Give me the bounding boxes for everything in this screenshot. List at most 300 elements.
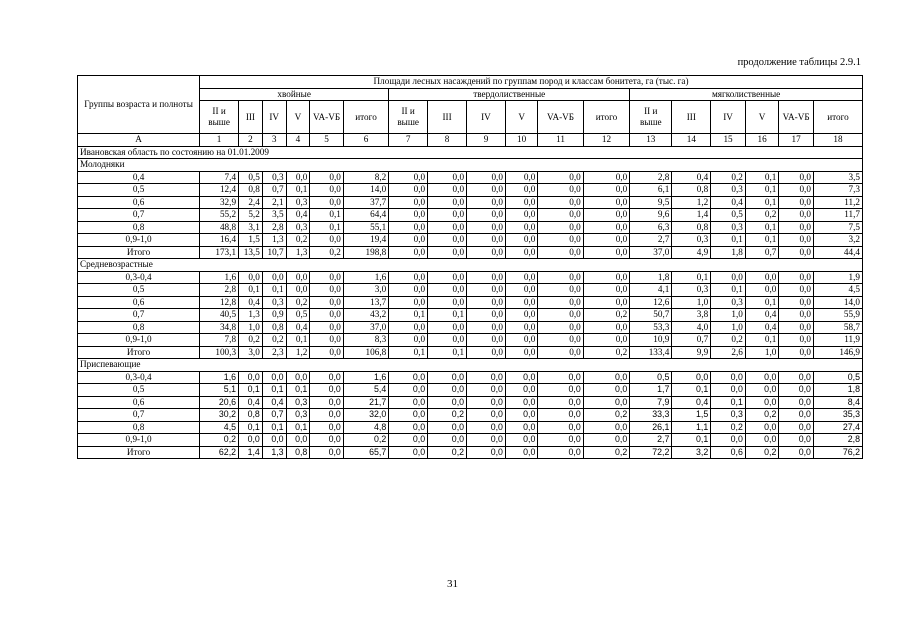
data-cell: 0,0 [389, 434, 428, 447]
data-cell: 0,0 [538, 196, 583, 209]
data-cell: 0,0 [389, 271, 428, 284]
data-cell: 0,0 [389, 234, 428, 247]
data-cell: 0,3 [262, 296, 286, 309]
data-cell: 1,3 [286, 246, 310, 259]
column-number: 12 [583, 134, 629, 147]
data-cell: 2,7 [630, 234, 672, 247]
data-cell: 0,2 [583, 346, 629, 359]
data-cell: 0,3 [672, 284, 711, 297]
data-cell: 40,5 [200, 309, 239, 322]
data-cell: 0,2 [583, 446, 629, 459]
group-header: мягколиственные [630, 88, 863, 101]
data-cell: 0,3 [286, 196, 310, 209]
data-cell: 0,0 [467, 284, 506, 297]
data-cell: 0,4 [745, 309, 779, 322]
data-cell: 0,1 [672, 384, 711, 397]
data-cell: 0,0 [428, 371, 467, 384]
data-cell: 0,0 [310, 421, 344, 434]
data-cell: 0,0 [538, 284, 583, 297]
column-number: 18 [813, 134, 862, 147]
data-cell: 4,5 [813, 284, 862, 297]
data-cell: 0,0 [389, 296, 428, 309]
subcolumn-header: III [428, 101, 467, 134]
row-label: 0,7 [78, 209, 200, 222]
data-cell: 0,0 [310, 284, 344, 297]
data-cell: 0,0 [779, 396, 814, 409]
data-cell: 2,3 [262, 346, 286, 359]
data-cell: 0,1 [745, 171, 779, 184]
row-label: 0,8 [78, 421, 200, 434]
data-cell: 0,1 [262, 284, 286, 297]
data-cell: 14,0 [343, 184, 388, 197]
data-cell: 0,1 [286, 421, 310, 434]
data-cell: 33,3 [630, 409, 672, 422]
table-row [78, 309, 863, 322]
subcolumn-header: VA-VБ [538, 101, 583, 134]
data-cell: 0,1 [239, 421, 263, 434]
data-cell: 0,4 [239, 296, 263, 309]
data-cell: 0,0 [779, 446, 814, 459]
data-cell: 7,9 [630, 396, 672, 409]
data-cell: 0,0 [389, 284, 428, 297]
data-cell: 2,8 [813, 434, 862, 447]
row-label: 0,9-1,0 [78, 234, 200, 247]
data-cell: 2,8 [630, 171, 672, 184]
data-cell: 0,4 [672, 396, 711, 409]
data-cell: 0,0 [286, 434, 310, 447]
data-cell: 2,6 [711, 346, 746, 359]
data-cell: 0,1 [711, 234, 746, 247]
row-label: 0,7 [78, 309, 200, 322]
data-cell: 1,0 [239, 321, 263, 334]
column-number: 10 [505, 134, 537, 147]
data-cell: 0,0 [538, 234, 583, 247]
table-row [78, 434, 863, 447]
data-cell: 37,7 [343, 196, 388, 209]
data-cell: 0,7 [745, 246, 779, 259]
data-cell: 0,1 [389, 309, 428, 322]
data-cell: 100,3 [200, 346, 239, 359]
subcolumn-header: итого [583, 101, 629, 134]
data-cell: 0,0 [262, 371, 286, 384]
data-cell: 0,0 [538, 421, 583, 434]
data-cell: 1,2 [672, 196, 711, 209]
data-cell: 0,1 [745, 296, 779, 309]
data-cell: 0,0 [779, 196, 814, 209]
data-cell: 0,3 [711, 184, 746, 197]
data-cell: 1,7 [630, 384, 672, 397]
data-cell: 0,0 [310, 184, 344, 197]
data-cell: 0,8 [672, 221, 711, 234]
data-cell: 0,0 [711, 384, 746, 397]
data-cell: 0,0 [583, 209, 629, 222]
data-cell: 0,0 [745, 396, 779, 409]
data-cell: 0,1 [745, 196, 779, 209]
data-cell: 37,0 [343, 321, 388, 334]
data-cell: 0,1 [310, 209, 344, 222]
data-cell: 37,0 [630, 246, 672, 259]
data-cell: 0,0 [310, 234, 344, 247]
data-cell: 0,0 [428, 284, 467, 297]
data-cell: 3,5 [262, 209, 286, 222]
data-cell: 0,0 [538, 184, 583, 197]
data-cell: 55,9 [813, 309, 862, 322]
data-cell: 4,1 [630, 284, 672, 297]
data-cell: 0,1 [428, 346, 467, 359]
data-cell: 0,0 [583, 221, 629, 234]
column-number: 3 [262, 134, 286, 147]
data-cell: 0,0 [428, 209, 467, 222]
column-number: 15 [711, 134, 746, 147]
data-cell: 0,0 [538, 434, 583, 447]
data-cell: 173,1 [200, 246, 239, 259]
data-cell: 0,0 [467, 221, 506, 234]
data-cell: 13,7 [343, 296, 388, 309]
data-cell: 0,0 [779, 421, 814, 434]
data-cell: 50,7 [630, 309, 672, 322]
data-cell: 0,0 [310, 409, 344, 422]
data-cell: 0,0 [389, 184, 428, 197]
data-cell: 0,0 [310, 271, 344, 284]
data-cell: 106,8 [343, 346, 388, 359]
data-cell: 0,1 [239, 284, 263, 297]
subcolumn-header: V [505, 101, 537, 134]
data-cell: 0,0 [428, 396, 467, 409]
data-cell: 0,1 [262, 384, 286, 397]
data-cell: 0,0 [779, 371, 814, 384]
data-cell: 32,0 [343, 409, 388, 422]
data-cell: 58,7 [813, 321, 862, 334]
data-cell: 0,0 [538, 334, 583, 347]
data-cell: 1,4 [672, 209, 711, 222]
row-label: 0,8 [78, 321, 200, 334]
section-title: Приспевающие [78, 359, 863, 372]
data-cell: 0,0 [505, 421, 537, 434]
data-cell: 0,0 [467, 209, 506, 222]
row-label: 0,3-0,4 [78, 371, 200, 384]
data-cell: 76,2 [813, 446, 862, 459]
data-cell: 0,0 [467, 421, 506, 434]
data-cell: 32,9 [200, 196, 239, 209]
data-cell: 0,0 [467, 234, 506, 247]
table-row [78, 296, 863, 309]
data-cell: 0,0 [505, 434, 537, 447]
data-cell: 0,5 [813, 371, 862, 384]
data-cell: 0,2 [711, 171, 746, 184]
subcolumn-header: V [745, 101, 779, 134]
data-cell: 0,0 [389, 246, 428, 259]
data-cell: 0,1 [745, 334, 779, 347]
data-cell: 21,7 [343, 396, 388, 409]
data-cell: 133,4 [630, 346, 672, 359]
data-cell: 0,0 [583, 334, 629, 347]
data-cell: 0,0 [779, 246, 814, 259]
data-cell: 0,1 [428, 309, 467, 322]
data-cell: 13,5 [239, 246, 263, 259]
column-number: 2 [239, 134, 263, 147]
data-cell: 0,1 [262, 421, 286, 434]
data-cell: 0,0 [467, 171, 506, 184]
data-cell: 0,0 [389, 371, 428, 384]
data-cell: 0,0 [779, 271, 814, 284]
data-cell: 0,0 [505, 446, 537, 459]
data-cell: 53,3 [630, 321, 672, 334]
data-cell: 5,4 [343, 384, 388, 397]
row-label: 0,6 [78, 196, 200, 209]
subcolumn-header: III [672, 101, 711, 134]
row-label: 0,7 [78, 409, 200, 422]
data-cell: 0,2 [286, 296, 310, 309]
column-number: 11 [538, 134, 583, 147]
data-cell: 0,0 [310, 196, 344, 209]
data-cell: 0,0 [389, 384, 428, 397]
data-cell: 0,0 [779, 284, 814, 297]
subcolumn-header: итого [813, 101, 862, 134]
data-cell: 0,0 [428, 296, 467, 309]
data-cell: 0,2 [745, 209, 779, 222]
data-cell: 34,8 [200, 321, 239, 334]
data-cell: 0,0 [310, 296, 344, 309]
row-label: Итого [78, 346, 200, 359]
data-cell: 0,0 [310, 309, 344, 322]
data-cell: 0,0 [779, 434, 814, 447]
data-cell: 3,1 [239, 221, 263, 234]
data-cell: 10,9 [630, 334, 672, 347]
data-cell: 1,2 [286, 346, 310, 359]
data-cell: 0,0 [745, 271, 779, 284]
data-cell: 0,0 [505, 184, 537, 197]
table-row [78, 184, 863, 197]
data-cell: 0,0 [505, 334, 537, 347]
data-cell: 0,0 [428, 171, 467, 184]
data-cell: 0,0 [711, 271, 746, 284]
data-cell: 0,0 [389, 196, 428, 209]
subcolumn-header: V [286, 101, 310, 134]
data-cell: 62,2 [200, 446, 239, 459]
data-cell: 0,0 [505, 246, 537, 259]
data-cell: 0,3 [286, 409, 310, 422]
data-cell: 4,5 [200, 421, 239, 434]
data-cell: 0,0 [262, 434, 286, 447]
table-row [78, 334, 863, 347]
data-cell: 0,4 [672, 171, 711, 184]
data-cell: 0,0 [467, 334, 506, 347]
row-label: 0,8 [78, 221, 200, 234]
data-cell: 0,0 [538, 409, 583, 422]
data-cell: 5,1 [200, 384, 239, 397]
data-cell: 0,0 [745, 384, 779, 397]
subcolumn-header: II и выше [630, 101, 672, 134]
data-cell: 0,2 [711, 334, 746, 347]
data-cell: 8,4 [813, 396, 862, 409]
data-cell: 0,0 [467, 309, 506, 322]
data-cell: 0,0 [583, 171, 629, 184]
data-cell: 0,0 [505, 346, 537, 359]
data-cell: 19,4 [343, 234, 388, 247]
data-cell: 6,1 [630, 184, 672, 197]
data-cell: 0,2 [343, 434, 388, 447]
data-cell: 0,7 [262, 409, 286, 422]
data-cell: 0,2 [745, 446, 779, 459]
data-cell: 0,2 [745, 409, 779, 422]
data-cell: 0,0 [389, 321, 428, 334]
data-cell: 44,4 [813, 246, 862, 259]
table-row [78, 284, 863, 297]
subcolumn-header: III [239, 101, 263, 134]
data-cell: 0,0 [745, 421, 779, 434]
data-cell: 2,1 [262, 196, 286, 209]
data-cell: 7,5 [813, 221, 862, 234]
data-cell: 0,0 [428, 421, 467, 434]
data-cell: 1,0 [745, 346, 779, 359]
row-group-header: Группы возраста и полноты [78, 76, 200, 134]
column-number: 14 [672, 134, 711, 147]
data-cell: 9,6 [630, 209, 672, 222]
data-cell: 0,0 [505, 221, 537, 234]
data-cell: 0,0 [583, 434, 629, 447]
data-cell: 1,8 [630, 271, 672, 284]
data-cell: 0,0 [583, 284, 629, 297]
data-cell: 1,6 [200, 271, 239, 284]
data-cell: 0,3 [286, 396, 310, 409]
data-cell: 0,0 [779, 171, 814, 184]
data-cell: 0,1 [745, 184, 779, 197]
data-cell: 1,4 [239, 446, 263, 459]
data-cell: 0,0 [538, 446, 583, 459]
data-cell: 0,0 [779, 209, 814, 222]
data-cell: 0,0 [538, 371, 583, 384]
data-cell: 0,4 [239, 396, 263, 409]
data-cell: 0,0 [672, 371, 711, 384]
data-cell: 0,3 [711, 221, 746, 234]
data-cell: 26,1 [630, 421, 672, 434]
subcolumn-header: II и выше [389, 101, 428, 134]
data-cell: 0,0 [467, 271, 506, 284]
data-cell: 0,2 [200, 434, 239, 447]
data-cell: 0,0 [428, 334, 467, 347]
data-cell: 0,0 [467, 296, 506, 309]
data-cell: 1,8 [711, 246, 746, 259]
data-cell: 0,0 [505, 396, 537, 409]
data-cell: 0,0 [505, 371, 537, 384]
subcolumn-header: II и выше [200, 101, 239, 134]
data-cell: 3,0 [343, 284, 388, 297]
data-cell: 0,0 [389, 221, 428, 234]
data-cell: 0,3 [672, 234, 711, 247]
subcolumn-header: IV [467, 101, 506, 134]
data-cell: 0,0 [467, 346, 506, 359]
data-cell: 0,0 [389, 421, 428, 434]
data-cell: 65,7 [343, 446, 388, 459]
data-cell: 0,2 [711, 421, 746, 434]
data-cell: 0,0 [779, 296, 814, 309]
data-cell: 0,0 [711, 434, 746, 447]
row-label: 0,3-0,4 [78, 271, 200, 284]
column-number: 4 [286, 134, 310, 147]
data-cell: 0,0 [389, 334, 428, 347]
data-cell: 0,0 [538, 346, 583, 359]
data-cell: 0,0 [389, 396, 428, 409]
data-cell: 0,0 [428, 234, 467, 247]
data-cell: 72,2 [630, 446, 672, 459]
row-label: 0,6 [78, 296, 200, 309]
data-cell: 0,4 [286, 321, 310, 334]
data-cell: 0,5 [711, 209, 746, 222]
section-title: Средневозрастные [78, 259, 863, 272]
data-cell: 0,1 [672, 434, 711, 447]
column-number: 8 [428, 134, 467, 147]
data-cell: 0,0 [467, 434, 506, 447]
data-cell: 146,9 [813, 346, 862, 359]
column-number: 1 [200, 134, 239, 147]
data-cell: 3,5 [813, 171, 862, 184]
data-cell: 0,0 [286, 271, 310, 284]
row-label: 0,5 [78, 384, 200, 397]
table-row [78, 209, 863, 222]
data-cell: 0,0 [745, 434, 779, 447]
data-cell: 0,2 [286, 234, 310, 247]
data-cell: 0,0 [583, 184, 629, 197]
data-cell: 0,0 [428, 321, 467, 334]
data-cell: 0,0 [538, 271, 583, 284]
row-label: 0,9-1,0 [78, 434, 200, 447]
data-cell: 0,0 [286, 171, 310, 184]
data-cell: 0,1 [672, 271, 711, 284]
data-cell: 0,0 [467, 196, 506, 209]
data-cell: 0,0 [467, 384, 506, 397]
forest-area-table [77, 75, 863, 459]
data-cell: 0,0 [286, 284, 310, 297]
data-cell: 0,0 [428, 196, 467, 209]
row-label: 0,9-1,0 [78, 334, 200, 347]
data-cell: 11,9 [813, 334, 862, 347]
data-cell: 0,0 [583, 396, 629, 409]
data-cell: 7,4 [200, 171, 239, 184]
data-cell: 0,0 [467, 409, 506, 422]
data-cell: 9,5 [630, 196, 672, 209]
data-cell: 0,2 [239, 334, 263, 347]
data-cell: 10,7 [262, 246, 286, 259]
data-cell: 0,2 [428, 409, 467, 422]
data-cell: 3,2 [813, 234, 862, 247]
data-cell: 0,0 [538, 384, 583, 397]
data-cell: 0,0 [779, 309, 814, 322]
table-row [78, 384, 863, 397]
data-cell: 0,0 [583, 196, 629, 209]
data-cell: 35,3 [813, 409, 862, 422]
data-cell: 0,0 [428, 184, 467, 197]
data-cell: 0,0 [538, 396, 583, 409]
data-cell: 8,3 [343, 334, 388, 347]
data-cell: 0,4 [745, 321, 779, 334]
data-cell: 0,0 [583, 321, 629, 334]
data-cell: 0,0 [239, 434, 263, 447]
data-cell: 0,0 [538, 309, 583, 322]
data-cell: 0,0 [505, 234, 537, 247]
data-cell: 5,2 [239, 209, 263, 222]
data-cell: 0,3 [286, 221, 310, 234]
row-label: 0,6 [78, 396, 200, 409]
data-cell: 7,8 [200, 334, 239, 347]
data-cell: 55,2 [200, 209, 239, 222]
data-cell: 0,0 [505, 284, 537, 297]
data-cell: 0,2 [310, 246, 344, 259]
table-row [78, 171, 863, 184]
subcolumn-header: IV [262, 101, 286, 134]
data-cell: 0,2 [583, 409, 629, 422]
data-cell: 0,2 [262, 334, 286, 347]
column-number: А [78, 134, 200, 147]
